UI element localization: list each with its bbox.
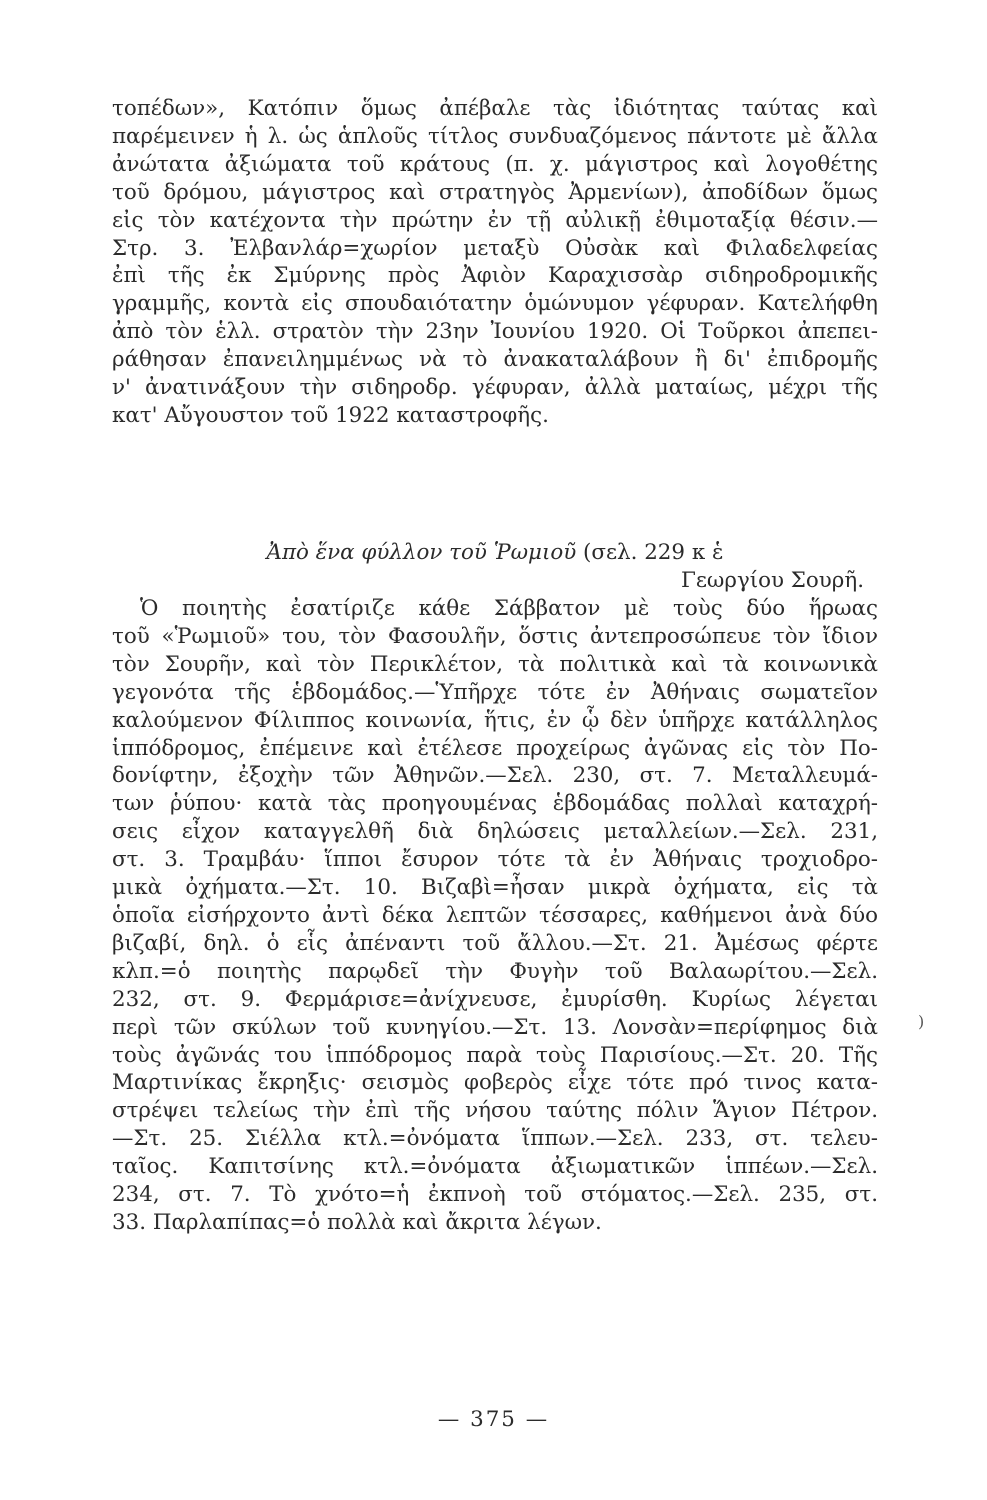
- paragraph-1: [112, 95, 878, 430]
- text-line: τὸν Σουρῆν, καὶ τὸν Περικλέτον, τὰ πολιτικὰ καὶ τὰ κοινωνικὰ: [112, 651, 878, 677]
- text-line: περὶ τῶν σκύλων τοῦ κυνηγίου.—Στ. 13. Λονσὰν=περίφημος διὰ: [112, 1014, 878, 1040]
- text-line: τοὺς ἀγῶνάς του ἱππόδρομος παρὰ τοὺς Παρισίους.—Στ. 20. Τῆς: [112, 1042, 878, 1068]
- text-line: κατ' Αὔγουστον τοῦ 1922 καταστροφῆς.: [112, 402, 549, 428]
- text-line: κλπ.=ὁ ποιητὴς παρῳδεῖ τὴν Φυγὴν τοῦ Βαλαωρίτου.—Σελ.: [112, 958, 878, 984]
- text-line: τοῦ «Ῥωμιοῦ» του, τὸν Φασουλῆν, ὅστις ἀντεπροσώπευε τὸν ἴδιον: [112, 623, 878, 649]
- text-line: Μαρτινίκας ἔκρηξις· σεισμὸς φοβερὸς εἶχε τότε πρό τινος κατα-: [112, 1070, 878, 1096]
- page-number: — 375 —: [437, 1407, 550, 1432]
- text-line: σεις εἶχον καταγγελθῆ διὰ δηλώσεις μεταλλείων.—Σελ. 231,: [112, 819, 878, 845]
- text-line: μικὰ ὀχήματα.—Στ. 10. Βιζαβὶ=ἦσαν μικρὰ ὀχήματα, εἰς τὰ: [112, 875, 878, 901]
- text-line: βιζαβί, δηλ. ὁ εἷς ἀπέναντι τοῦ ἄλλου.—Στ. 21. Ἀμέσως φέρτε: [112, 930, 878, 956]
- text-line: τοπέδων», Κατόπιν ὅμως ἀπέβαλε τὰς ἰδιότητας ταύτας καὶ: [112, 96, 878, 121]
- section-author: Γεωργίου Σουρῆ.: [681, 568, 864, 593]
- text-line: ὁποῖα εἰσήρχοντο ἀντὶ δέκα λεπτῶν τέσσαρες, καθήμενοι ἀνὰ δύο: [112, 902, 878, 928]
- text-line: ταῖος. Καπιτσίνης κτλ.=ὀνόματα ἀξιωματικῶν ἱππέων.—Σελ.: [112, 1154, 878, 1180]
- text-line: ἀπὸ τὸν ἑλλ. στρατὸν τὴν 23ην Ἰουνίου 1920. Οἱ Τοῦρκοι ἀπεπει-: [112, 319, 878, 345]
- text-line: των ῥύπου· κατὰ τὰς προηγουμένας ἑβδομάδας πολλαὶ καταχρή-: [112, 791, 878, 817]
- paragraph-2: [112, 595, 878, 1237]
- text-line: στρέψει τελείως τὴν ἐπὶ τῆς νήσου ταύτης πόλιν Ἅγιον Πέτρον.: [112, 1098, 878, 1124]
- section-title: Ἀπὸ ἕνα φύλλον τοῦ Ῥωμιοῦ: [266, 540, 577, 565]
- text-line: καλούμενον Φίλιππος κοινωνία, ἥτις, ἐν ᾧ δὲν ὑπῆρχε κατάλληλος: [112, 707, 878, 733]
- margin-mark: ): [918, 1012, 925, 1031]
- text-line: τοῦ δρόμου, μάγιστρος καὶ στρατηγὸς Ἀρμενίων), ἀποδίδων ὅμως: [112, 179, 878, 205]
- section-page-ref: (σελ. 229 κ ἑ: [576, 540, 724, 565]
- text-line: γραμμῆς, κοντὰ εἰς σπουδαιότατην ὁμώνυμον γέφυραν. Κατελήφθη: [112, 291, 878, 317]
- section-heading: [112, 539, 878, 567]
- text-line: ἐπὶ τῆς ἐκ Σμύρνης πρὸς Ἀφιὸν Καραχισσὰρ σιδηροδρομικῆς: [112, 263, 878, 289]
- text-line: —Στ. 25. Σιέλλα κτλ.=ὀνόματα ἵππων.—Σελ. 233, στ. τελευ-: [112, 1126, 878, 1152]
- text-line: ἀνώτατα ἀξιώματα τοῦ κράτους (π. χ. μάγιστρος καὶ λογοθέτης: [112, 151, 878, 177]
- text-line: γεγονότα τῆς ἑβδομάδος.—Ὑπῆρχε τότε ἐν Ἀθήναις σωματεῖον: [112, 679, 878, 705]
- text-line: 232, στ. 9. Φερμάρισε=ἀνίχνευσε, ἐμυρίσθη. Κυρίως λέγεται: [112, 986, 878, 1012]
- text-line: στ. 3. Τραμβάυ· ἵπποι ἔσυρον τότε τὰ ἐν Ἀθήναις τροχιοδρο-: [112, 847, 878, 873]
- text-line: Ὁ ποιητὴς ἐσατίριζε κάθε Σάββατον μὲ τοὺς δύο ἥρωας: [140, 596, 878, 621]
- text-line: δονίφτην, ἐξοχὴν τῶν Ἀθηνῶν.—Σελ. 230, στ. 7. Μεταλλευμά-: [112, 763, 878, 789]
- text-line: ἱππόδρομος, ἐπέμεινε καὶ ἐτέλεσε προχείρως ἀγῶνας εἰς τὸν Πο-: [112, 735, 878, 761]
- text-line: Στρ. 3. Ἐλβανλάρ=χωρίον μεταξὺ Οὐσὰκ καὶ Φιλαδελφείας: [112, 235, 878, 261]
- text-line: ν' ἀνατινάξουν τὴν σιδηροδρ. γέφυραν, ἀλλὰ ματαίως, μέχρι τῆς: [112, 375, 878, 401]
- text-line: 33. Παρλαπίπας=ὁ πολλὰ καὶ ἄκριτα λέγων.: [112, 1209, 602, 1235]
- text-line: εἰς τὸν κατέχοντα τὴν πρώτην ἐν τῇ αὐλικῇ ἐθιμοταξίᾳ θέσιν.—: [112, 207, 878, 233]
- text-line: ράθησαν ἐπανειλημμένως νὰ τὸ ἀνακαταλάβουν ἢ δι' ἐπιδρομῆς: [112, 347, 878, 373]
- text-line: 234, στ. 7. Τὸ χνότο=ἡ ἐκπνοὴ τοῦ στόματος.—Σελ. 235, στ.: [112, 1182, 878, 1208]
- text-line: παρέμεινεν ἡ λ. ὡς ἁπλοῦς τίτλος συνδυαζόμενος πάντοτε μὲ ἄλλα: [112, 123, 878, 149]
